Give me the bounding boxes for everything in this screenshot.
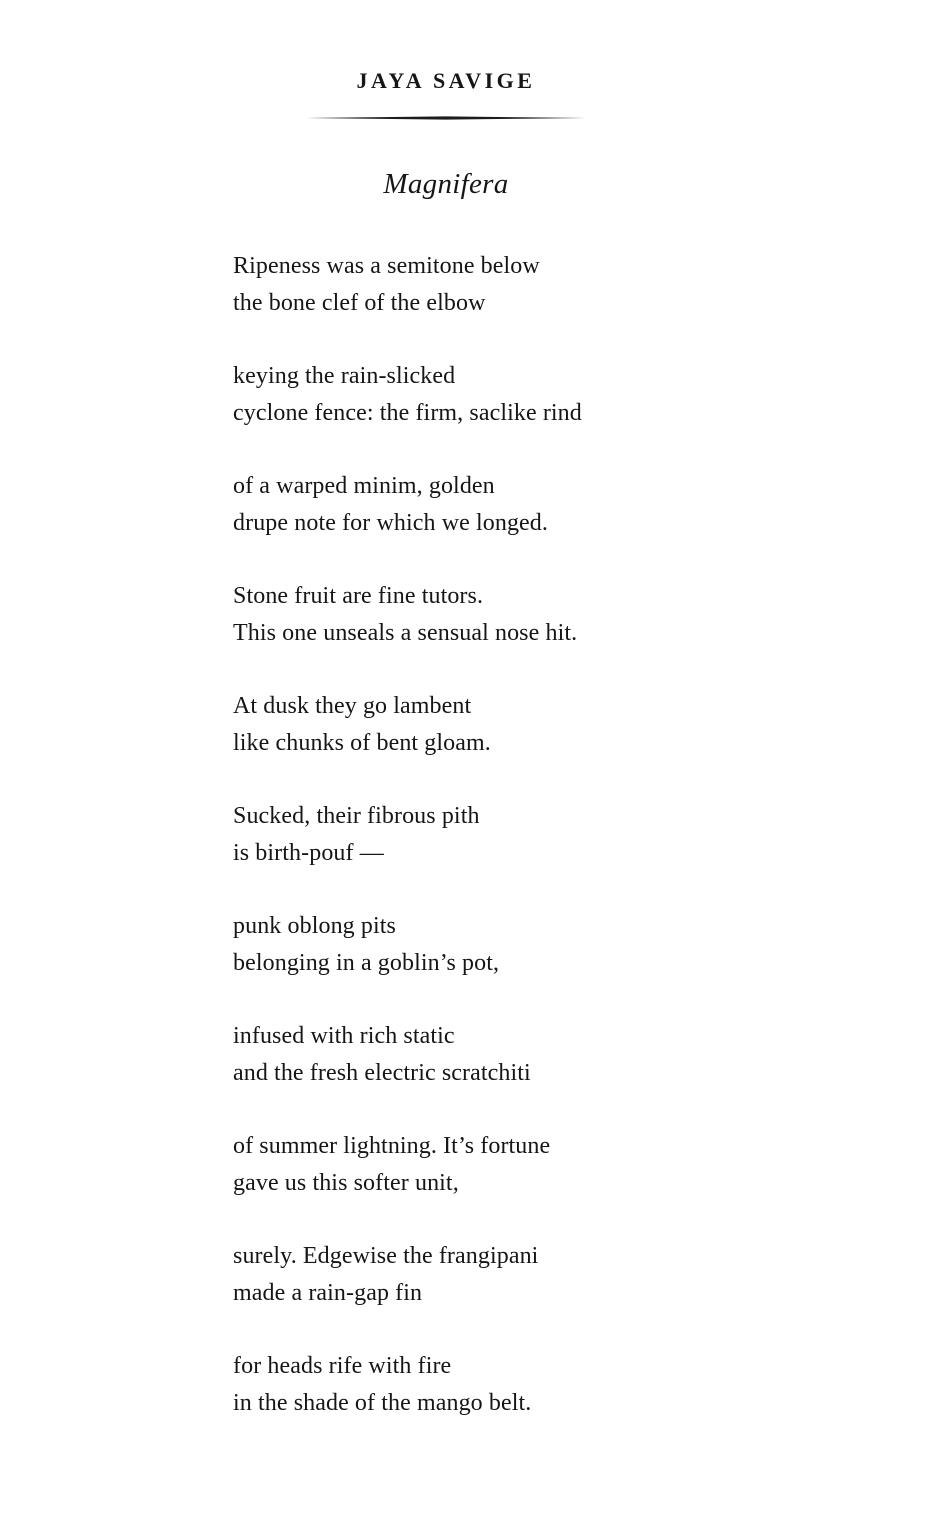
poem-line: At dusk they go lambent	[233, 693, 472, 719]
poem-title: Magnifera	[383, 168, 509, 200]
page-column	[233, 0, 659, 1422]
stanza-10	[233, 1238, 659, 1312]
poem-line: drupe note for which we longed.	[233, 510, 549, 536]
tapered-rule-graphic	[306, 116, 586, 120]
poem-line: and the fresh electric scratchiti	[233, 1060, 531, 1086]
stanza-11	[233, 1348, 659, 1422]
poem-line: punk oblong pits	[233, 913, 396, 939]
poem-line: the bone clef of the elbow	[233, 290, 486, 316]
stanza-9	[233, 1128, 659, 1202]
stanza-5	[233, 688, 659, 762]
poem-line: of a warped minim, golden	[233, 473, 495, 499]
poem-line: infused with rich static	[233, 1023, 455, 1049]
poem-line: Sucked, their fibrous pith	[233, 803, 480, 829]
poem-line: like chunks of bent gloam.	[233, 730, 491, 756]
poem-line: of summer lightning. It’s fortune	[233, 1133, 551, 1159]
author-name: JAYA SAVIGE	[356, 68, 536, 93]
poem-line: Stone fruit are fine tutors.	[233, 583, 484, 609]
poem-line: cyclone fence: the firm, saclike rind	[233, 400, 582, 426]
poem-line: is birth-pouf —	[233, 840, 384, 866]
poem-line: This one unseals a sensual nose hit.	[233, 620, 578, 646]
header-rule	[233, 116, 659, 120]
poem-line: gave us this softer unit,	[233, 1170, 459, 1196]
stanza-2	[233, 358, 659, 432]
stanza-7	[233, 908, 659, 982]
poem-line: Ripeness was a semitone below	[233, 253, 540, 279]
poem-line: surely. Edgewise the frangipani	[233, 1243, 539, 1269]
poem-line: made a rain-gap fin	[233, 1280, 423, 1306]
stanza-3	[233, 468, 659, 542]
poem-line: belonging in a goblin’s pot,	[233, 950, 500, 976]
poem-line: in the shade of the mango belt.	[233, 1390, 532, 1416]
stanza-8	[233, 1018, 659, 1092]
stanza-6	[233, 798, 659, 872]
poem-body	[233, 248, 659, 1422]
stanza-1	[233, 248, 659, 322]
poem-line: keying the rain-slicked	[233, 363, 456, 389]
stanza-4	[233, 578, 659, 652]
poem-line: for heads rife with fire	[233, 1353, 452, 1379]
